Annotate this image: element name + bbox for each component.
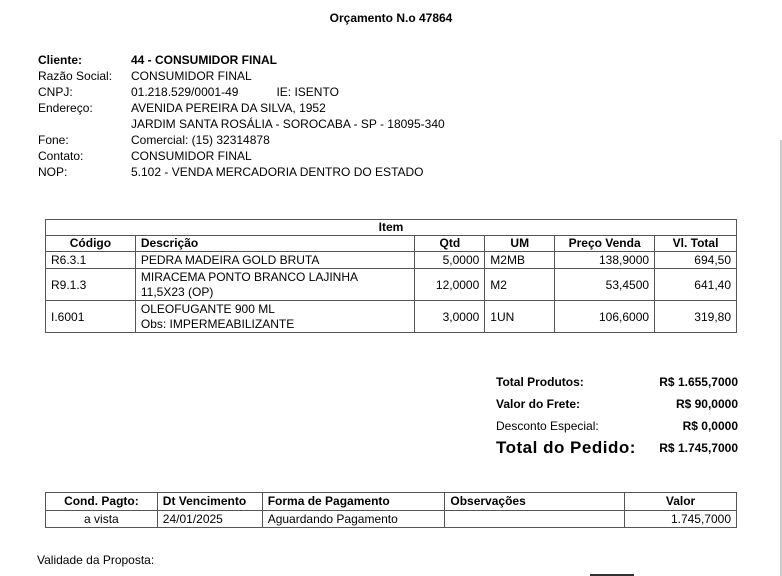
item-total: 641,40 [655, 269, 737, 301]
header-codigo: Código [46, 236, 136, 252]
item-total: 694,50 [655, 252, 737, 269]
fone-label: Fone: [38, 133, 69, 147]
table-row [46, 269, 737, 301]
desconto-row [496, 415, 738, 437]
validade-label: Validade da Proposta: [37, 553, 155, 567]
items-caption: Item [46, 220, 737, 236]
nop-value: 5.102 - VENDA MERCADORIA DENTRO DO ESTADO [131, 165, 424, 179]
cliente-value: 44 - CONSUMIDOR FINAL [131, 53, 278, 67]
pay-venc: 24/01/2025 [157, 511, 262, 528]
header-venc: Dt Vencimento [157, 493, 262, 511]
total-produtos-row [496, 371, 738, 393]
payment-header-row [46, 493, 737, 511]
frete-row [496, 393, 738, 415]
item-descricao-cell [135, 301, 415, 333]
contato-label: Contato: [38, 149, 84, 163]
item-um: M2 [485, 269, 555, 301]
item-preco: 106,6000 [555, 301, 655, 333]
table-row [46, 301, 737, 333]
pay-forma: Aguardando Pagamento [262, 511, 445, 528]
cliente-row [38, 52, 445, 68]
item-descricao: OLEOFUGANTE 900 ML [140, 301, 275, 316]
fone-value: Comercial: (15) 32314878 [131, 133, 270, 147]
item-codigo: R6.3.1 [46, 252, 136, 269]
contato-value: CONSUMIDOR FINAL [131, 149, 252, 163]
cliente-label: Cliente: [38, 53, 83, 67]
header-total: Vl. Total [655, 236, 737, 252]
razao-row [38, 68, 445, 84]
item-descricao-cell [135, 269, 415, 301]
item-preco: 53,4500 [555, 269, 655, 301]
razao-label: Razão Social: [38, 69, 113, 83]
razao-value: CONSUMIDOR FINAL [131, 69, 252, 83]
item-obs: Obs: IMPERMEABILIZANTE [140, 316, 295, 331]
page-title: Orçamento N.o 47864 [329, 11, 453, 25]
item-descricao: MIRACEMA PONTO BRANCO LAJINHA [140, 269, 359, 284]
payment-table [45, 492, 737, 528]
total-produtos-value: R$ 1.655,7000 [659, 375, 738, 389]
payment-row [46, 511, 737, 528]
nop-row [38, 164, 445, 180]
total-pedido-label: Total do Pedido: [496, 438, 636, 457]
header-qtd: Qtd [415, 236, 485, 252]
header-descricao: Descrição [135, 236, 415, 252]
item-qtd: 3,0000 [415, 301, 485, 333]
item-preco: 138,9000 [555, 252, 655, 269]
contato-row [38, 148, 445, 164]
pay-valor: 1.745,7000 [625, 511, 737, 528]
item-total: 319,80 [655, 301, 737, 333]
cnpj-value: 01.218.529/0001-49 [131, 85, 239, 99]
item-um: 1UN [485, 301, 555, 333]
endereco-row-2 [38, 116, 445, 132]
ie-value: IE: ISENTO [276, 85, 339, 99]
desconto-label: Desconto Especial: [496, 419, 599, 433]
items-header-row [46, 236, 737, 252]
header-forma: Forma de Pagamento [262, 493, 445, 511]
nop-label: NOP: [38, 165, 68, 179]
cnpj-label: CNPJ: [38, 85, 73, 99]
header-cond: Cond. Pagto: [46, 493, 158, 511]
header-valor: Valor [625, 493, 737, 511]
header-preco: Preço Venda [555, 236, 655, 252]
total-pedido-row [496, 437, 738, 459]
totals-block [496, 371, 738, 459]
total-produtos-label: Total Produtos: [496, 375, 584, 389]
item-codigo: R9.1.3 [46, 269, 136, 301]
total-pedido-value: R$ 1.745,7000 [659, 441, 738, 455]
item-codigo: I.6001 [46, 301, 136, 333]
endereco-line1: AVENIDA PEREIRA DA SILVA, 1952 [131, 101, 326, 115]
item-descricao: PEDRA MADEIRA GOLD BRUTA [135, 252, 415, 269]
item-qtd: 12,0000 [415, 269, 485, 301]
table-row [46, 252, 737, 269]
fone-row [38, 132, 445, 148]
pay-cond: a vista [46, 511, 158, 528]
pay-obs [445, 511, 625, 528]
desconto-value: R$ 0,0000 [682, 419, 738, 433]
endereco-line2: JARDIM SANTA ROSÁLIA - SOROCABA - SP - 18095-340 [131, 117, 445, 131]
items-table [45, 219, 737, 333]
client-info [38, 52, 445, 180]
item-um: M2MB [485, 252, 555, 269]
header-um: UM [485, 236, 555, 252]
endereco-label: Endereço: [38, 101, 93, 115]
endereco-row [38, 100, 445, 116]
frete-value: R$ 90,0000 [675, 397, 738, 411]
item-obs: 11,5X23 (OP) [140, 284, 214, 299]
cnpj-row [38, 84, 445, 100]
frete-label: Valor do Frete: [496, 397, 581, 411]
header-obs: Observações [445, 493, 625, 511]
item-qtd: 5,0000 [415, 252, 485, 269]
